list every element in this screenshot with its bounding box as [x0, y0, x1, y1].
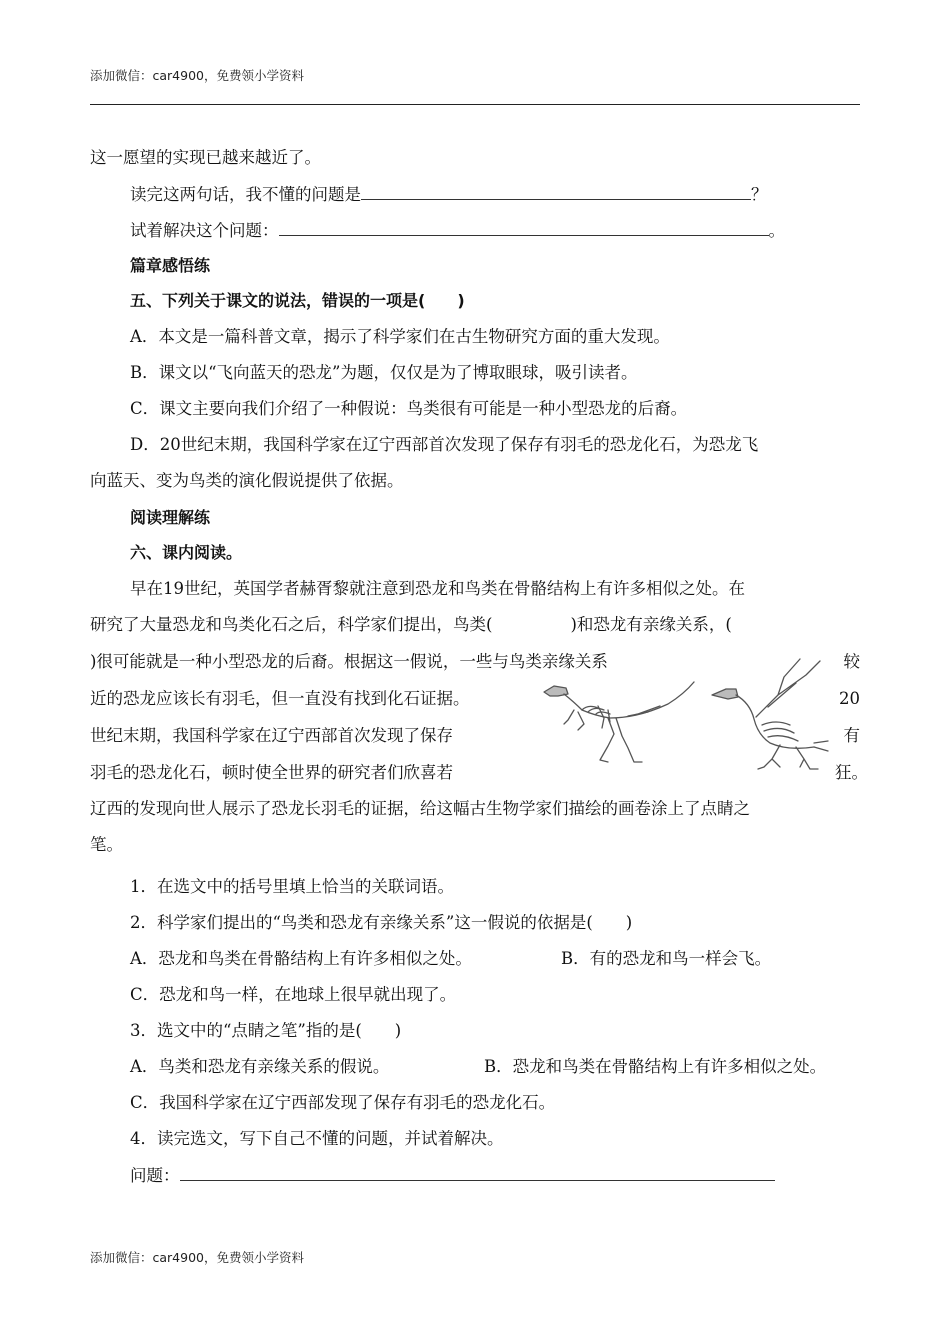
- q4-answer-label: 试着解决这个问题：: [130, 221, 279, 240]
- section-title-overall: 篇章感悟练: [130, 256, 211, 275]
- subq-2-option-a[interactable]: A．恐龙和鸟类在骨骼结构上有许多相似之处。: [130, 949, 472, 968]
- q4-question-blank[interactable]: [361, 184, 751, 200]
- passage-line-5a: 世纪末期，我国科学家在辽宁西部首次发现了保存: [90, 726, 453, 745]
- q4-answer-row: [130, 220, 785, 241]
- subq-2-option-c[interactable]: C．恐龙和鸟一样，在地球上很早就出现了。: [130, 985, 457, 1004]
- passage-line-3a: )很可能就是一种小型恐龙的后裔。根据这一假说，一些与鸟类亲缘关系: [90, 652, 608, 671]
- subq-3-option-b[interactable]: B．恐龙和鸟类在骨骼结构上有许多相似之处。: [484, 1057, 827, 1076]
- q4-answer-blank[interactable]: [279, 220, 769, 236]
- q5-option-b[interactable]: B．课文以“飞向蓝天的恐龙”为题，仅仅是为了博取眼球，吸引读者。: [130, 363, 638, 382]
- passage-line-4b: 20: [839, 689, 860, 708]
- subq-3-option-a[interactable]: A．鸟类和恐龙有亲缘关系的假说。: [130, 1057, 390, 1076]
- dinosaur-skeleton-illustration: [538, 676, 698, 768]
- subq-4-question-blank[interactable]: [180, 1165, 775, 1181]
- passage-line-1: 早在19世纪，英国学者赫胥黎就注意到恐龙和鸟类在骨骼结构上有许多相似之处。在: [130, 579, 745, 598]
- subq-3-option-c[interactable]: C．我国科学家在辽宁西部发现了保存有羽毛的恐龙化石。: [130, 1093, 556, 1112]
- q5-option-c[interactable]: C．课文主要向我们介绍了一种假说：鸟类很有可能是一种小型恐龙的后裔。: [130, 399, 688, 418]
- subq-3: 3．选文中的“点睛之笔”指的是( ): [130, 1021, 402, 1040]
- q4-answer-end: 。: [768, 221, 785, 240]
- page-header: 添加微信：car4900，免费领小学资料: [90, 68, 304, 83]
- section-title-reading: 阅读理解练: [130, 508, 211, 527]
- q6-title: 六、课内阅读。: [130, 543, 243, 562]
- q4-question-label: 读完这两句话，我不懂的问题是: [130, 185, 361, 204]
- subq-4-question-label: 问题：: [130, 1166, 180, 1185]
- passage-line-8: 笔。: [90, 835, 123, 854]
- passage-line-2b: )和恐龙有亲缘关系，(: [570, 615, 732, 634]
- passage-line-7: 辽西的发现向世人展示了恐龙长羽毛的证据，给这幅古生物学家们描绘的画卷涂上了点睛之: [90, 799, 750, 818]
- passage-line-3b: 较: [843, 652, 860, 671]
- q4-line1: 这一愿望的实现已越来越近了。: [90, 148, 321, 167]
- passage-line-5b: 有: [843, 726, 860, 745]
- passage-line-4a: 近的恐龙应该长有羽毛，但一直没有找到化石证据。: [90, 689, 470, 708]
- passage-line-2: [90, 615, 732, 635]
- subq-1: 1．在选文中的括号里填上恰当的关联词语。: [130, 877, 454, 896]
- subq-2: 2．科学家们提出的“鸟类和恐龙有亲缘关系”这一假说的依据是( ): [130, 913, 633, 932]
- subq-4: 4．读完选文，写下自己不懂的问题，并试着解决。: [130, 1129, 504, 1148]
- subq-2-option-b[interactable]: B．有的恐龙和鸟一样会飞。: [561, 949, 772, 968]
- q5-option-a[interactable]: A．本文是一篇科普文章，揭示了科学家们在古生物研究方面的重大发现。: [130, 327, 670, 346]
- passage-line-6b: 狂。: [835, 763, 868, 782]
- page-footer: 添加微信：car4900，免费领小学资料: [90, 1250, 304, 1265]
- bird-skeleton-illustration: [710, 655, 832, 773]
- q5-option-d-line1[interactable]: D．20世纪末期，我国科学家在辽宁西部首次发现了保存有羽毛的恐龙化石，为恐龙飞: [130, 435, 759, 454]
- passage-line-6a: 羽毛的恐龙化石，顿时使全世界的研究者们欣喜若: [90, 763, 453, 782]
- subq-4-question-row: [130, 1165, 775, 1186]
- q5-title: 五、下列关于课文的说法，错误的一项是( ): [130, 291, 465, 310]
- passage-line-2a: 研究了大量恐龙和鸟类化石之后，科学家们提出，鸟类(: [90, 615, 493, 634]
- header-divider: [90, 104, 860, 105]
- q4-question-row: [130, 184, 768, 205]
- q4-question-end: ？: [751, 185, 768, 204]
- q5-option-d-line2: 向蓝天、变为鸟类的演化假说提供了依据。: [90, 471, 404, 490]
